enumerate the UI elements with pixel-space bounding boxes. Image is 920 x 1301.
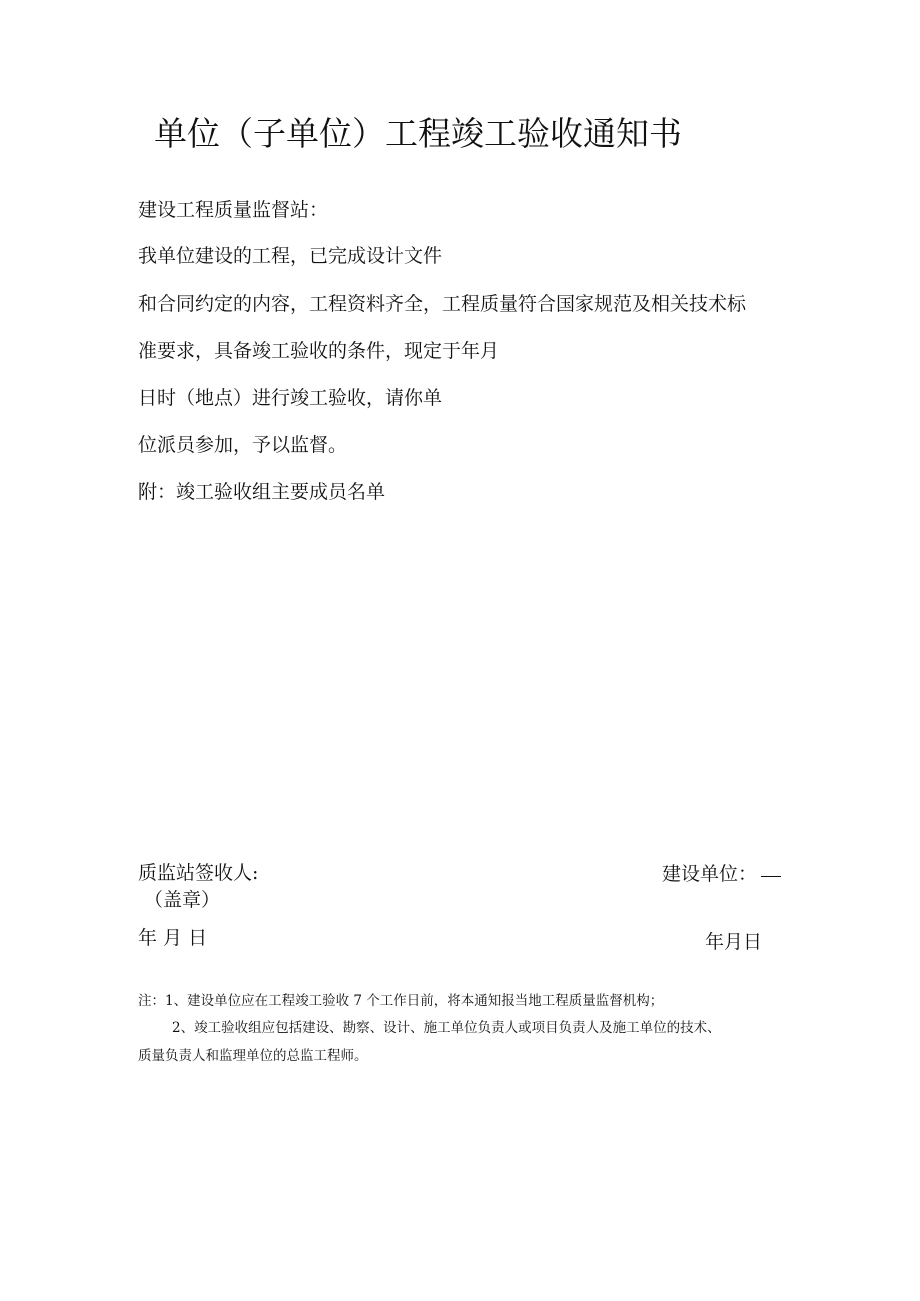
body-line-2: 和合同约定的内容，工程资料齐全，工程质量符合国家规范及相关技术标 — [138, 293, 747, 315]
addressee: 建设工程质量监督站： — [138, 199, 329, 221]
right-date: 年月日 — [705, 931, 763, 953]
construction-unit-blank — [761, 876, 781, 877]
supervision-signer-label: 质监站签收人: — [138, 862, 259, 884]
body-line-5: 位派员参加，予以监督。 — [138, 434, 348, 456]
attachment-line: 附：竣工验收组主要成员名单 — [138, 481, 386, 503]
construction-unit-label: 建设单位： — [662, 863, 758, 885]
note-line-2: 2、竣工验收组应包括建设、勘察、设计、施工单位负责人或项目负责人及施工单位的技术、 — [172, 1020, 721, 1036]
note-line-3: 质量负责人和监理单位的总监工程师。 — [138, 1048, 368, 1064]
left-date: 年 月 日 — [138, 927, 208, 949]
body-line-4: 日时（地点）进行竣工验收，请你单 — [138, 387, 443, 409]
note-line-1: 注：1、建设单位应在工程竣工验收 7 个工作日前，将本通知报当地工程质量监督机构； — [138, 993, 664, 1009]
body-line-1: 我单位建设的工程，已完成设计文件 — [138, 245, 443, 267]
construction-unit-field — [662, 859, 781, 886]
document-title: 单位（子单位）工程竣工验收通知书 — [154, 114, 682, 153]
body-line-3: 准要求，具备竣工验收的条件，现定于年月 — [138, 340, 500, 362]
seal-label: （盖章） — [144, 889, 221, 911]
